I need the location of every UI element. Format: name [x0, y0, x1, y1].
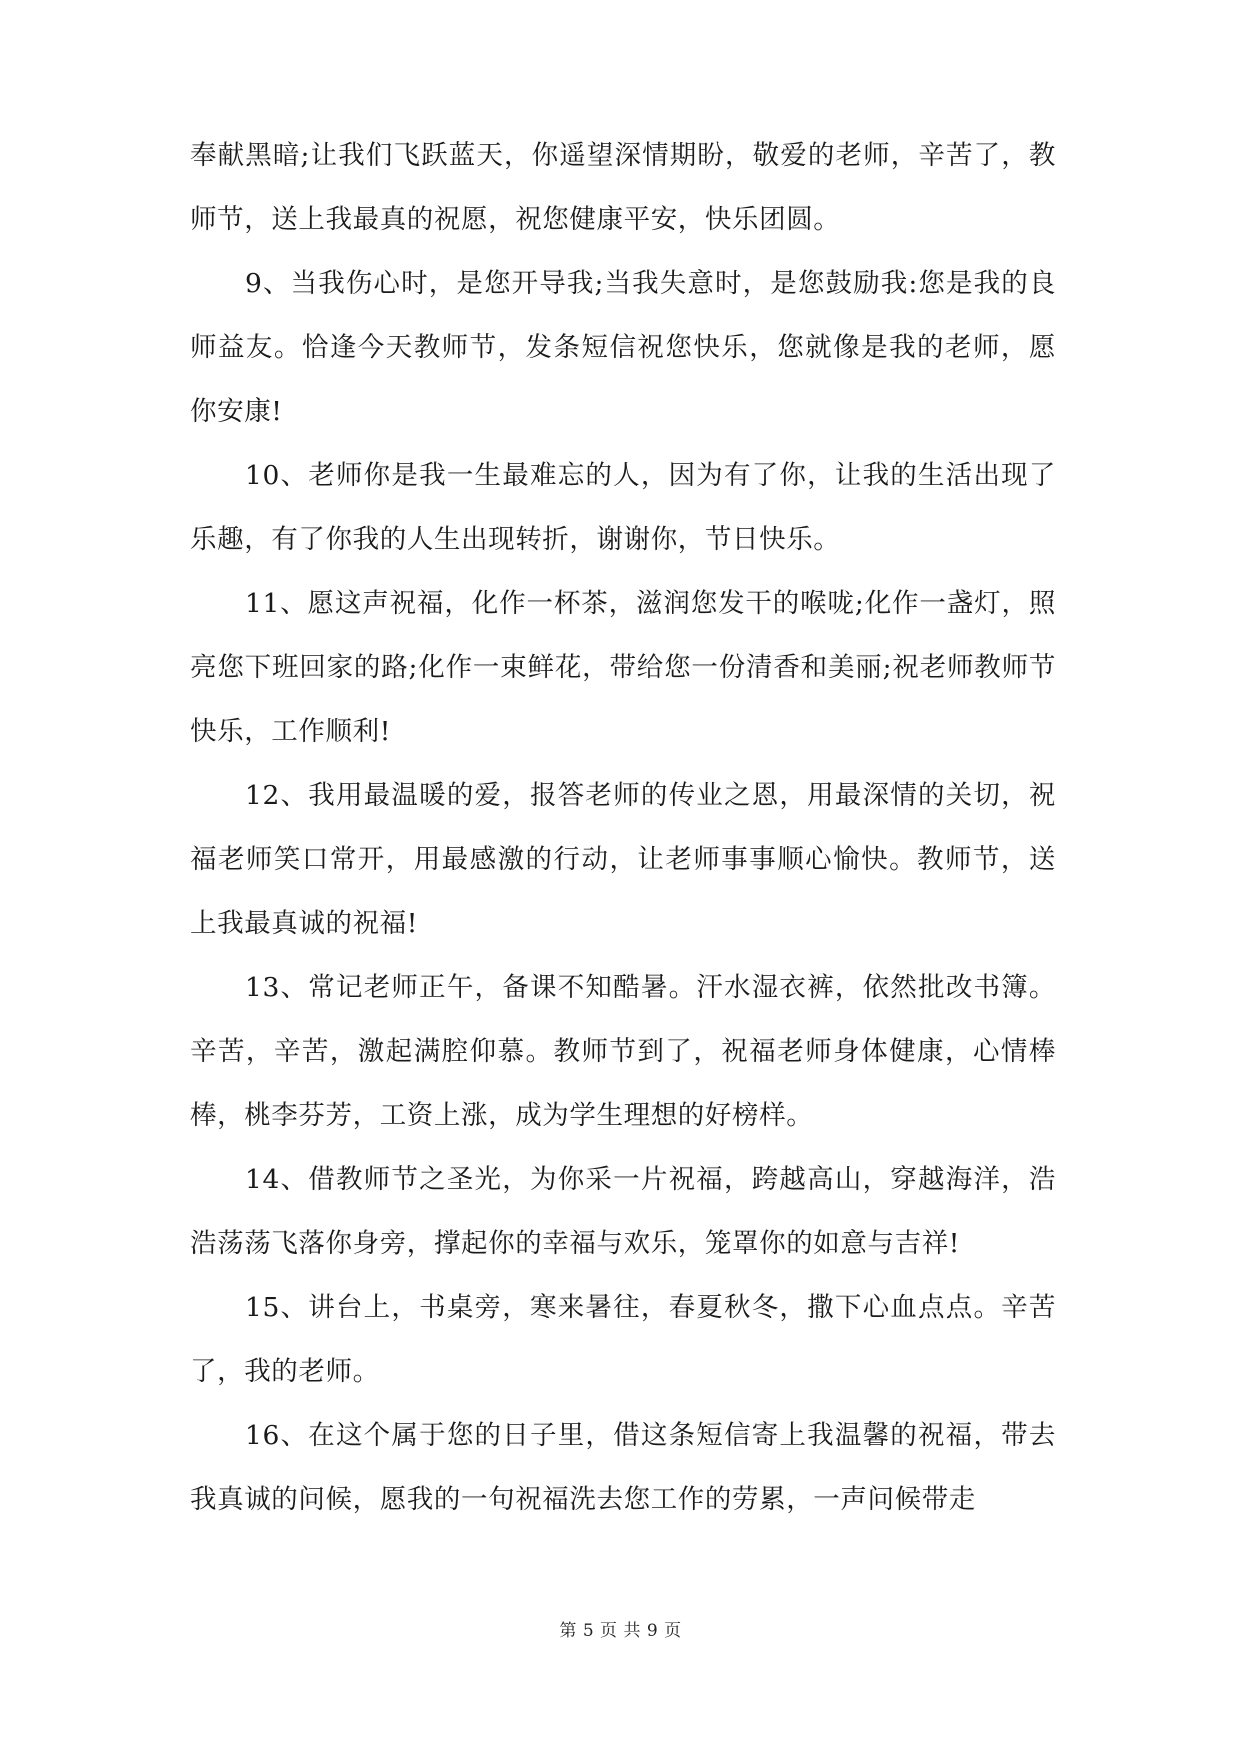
page-number-footer: 第 5 页 共 9 页 [559, 1621, 682, 1641]
paragraph-10: 10、老师你是我一生最难忘的人，因为有了你，让我的生活出现了乐趣，有了你我的人生出现转折，谢谢你，节日快乐。 [190, 460, 1056, 555]
paragraph-14: 14、借教师节之圣光，为你采一片祝福，跨越高山，穿越海洋，浩浩荡荡飞落你身旁，撑起你的幸福与欢乐，笼罩你的如意与吉祥! [190, 1164, 1056, 1259]
paragraph-15: 15、讲台上，书桌旁，寒来暑往，春夏秋冬，撒下心血点点。辛苦了，我的老师。 [190, 1292, 1056, 1387]
paragraph-0: 奉献黑暗;让我们飞跃蓝天，你遥望深情期盼，敬爱的老师，辛苦了，教师节，送上我最真的祝愿，祝您健康平安，快乐团圆。 [190, 140, 1056, 235]
paragraph-13: 13、常记老师正午，备课不知酷暑。汗水湿衣裤，依然批改书簿。辛苦，辛苦，激起满腔仰慕。教师节到了，祝福老师身体健康，心情棒棒，桃李芬芳，工资上涨，成为学生理想的好榜样。 [190, 972, 1056, 1131]
paragraph-16: 16、在这个属于您的日子里，借这条短信寄上我温馨的祝福，带去我真诚的问候，愿我的一句祝福洗去您工作的劳累，一声问候带走 [190, 1420, 1056, 1515]
document-body [190, 124, 1056, 1532]
paragraph-12: 12、我用最温暖的爱，报答老师的传业之恩，用最深情的关切，祝福老师笑口常开，用最感激的行动，让老师事事顺心愉快。教师节，送上我最真诚的祝福! [190, 780, 1056, 939]
paragraph-9: 9、当我伤心时，是您开导我;当我失意时，是您鼓励我:您是我的良师益友。恰逢今天教师节，发条短信祝您快乐，您就像是我的老师，愿你安康! [190, 268, 1056, 427]
paragraph-11: 11、愿这声祝福，化作一杯茶，滋润您发干的喉咙;化作一盏灯，照亮您下班回家的路;化作一束鲜花，带给您一份清香和美丽;祝老师教师节快乐，工作顺利! [190, 588, 1056, 747]
